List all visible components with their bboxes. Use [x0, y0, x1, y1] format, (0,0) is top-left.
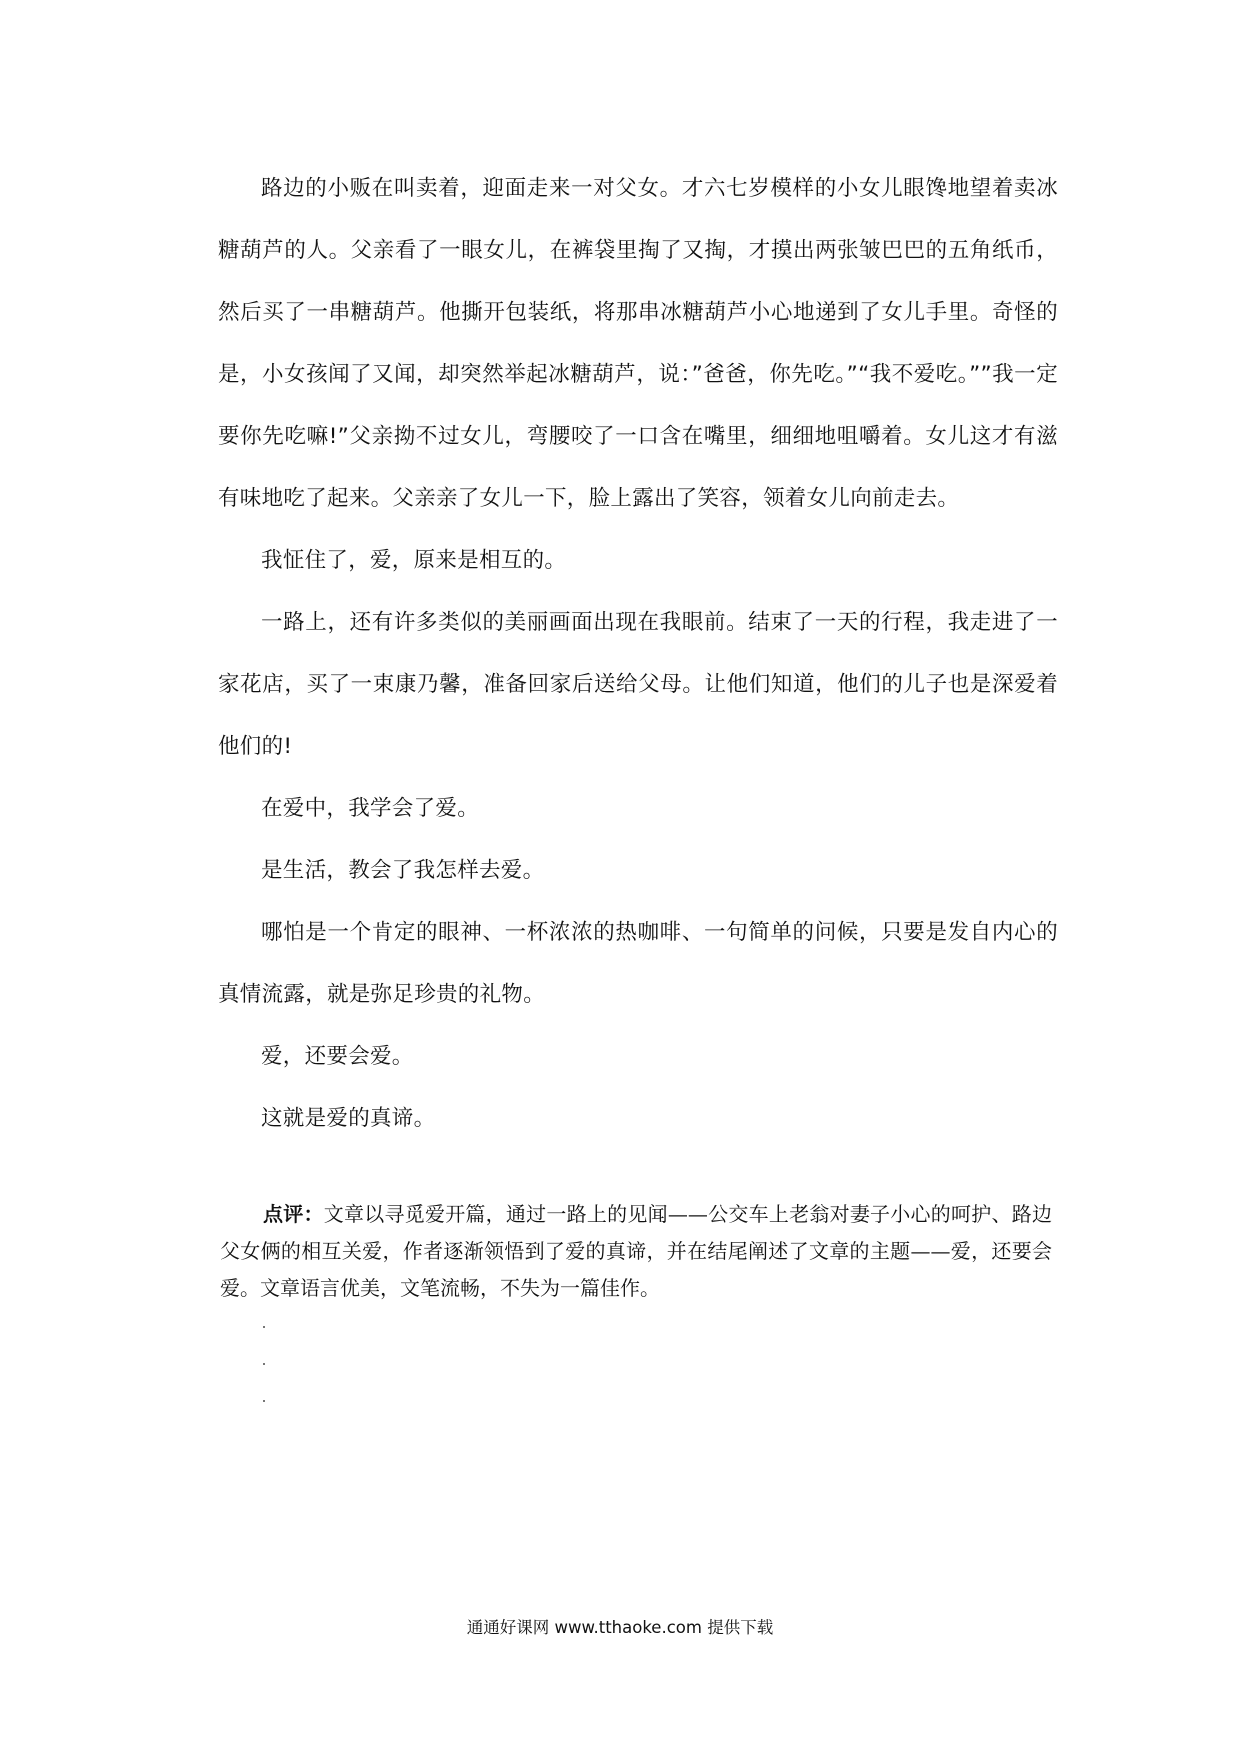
paragraph-precious-gift: 哪怕是一个肯定的眼神、一杯浓浓的热咖啡、一句简单的问候，只要是发自内心的真情流露，就是弥足珍贵的礼物。 — [218, 920, 1058, 1007]
stray-dot — [263, 1400, 265, 1402]
page-footer: 通通好课网 www.tthaoke.com 提供下载 — [466, 1618, 774, 1637]
paragraph-love-mutual: 我怔住了，爱，原来是相互的。 — [261, 548, 567, 573]
review-label: 点评： — [263, 1202, 324, 1226]
review-comment — [220, 1196, 1052, 1307]
stray-dot — [263, 1326, 265, 1328]
essay-body — [218, 158, 1058, 1150]
paragraph-true-meaning: 这就是爱的真谛。 — [261, 1106, 436, 1131]
review-text: 文章以寻觅爱开篇，通过一路上的见闻——公交车上老翁对妻子小心的呵护、路边父女俩的相互关爱，作者逐渐领悟到了爱的真谛，并在结尾阐述了文章的主题——爱，还要会爱。文章语言优美，文笔流畅，不失为一篇佳作。 — [220, 1202, 1053, 1300]
paragraph-father-daughter: 路边的小贩在叫卖着，迎面走来一对父女。才六七岁模样的小女儿眼馋地望着卖冰糖葫芦的人。父亲看了一眼女儿，在裤袋里掏了又掏，才摸出两张皱巴巴的五角纸币，然后买了一串糖葫芦。他撕开包装纸，将那串冰糖葫芦小心地递到了女儿手里。奇怪的是，小女孩闻了又闻，却突然举起冰糖葫芦，说：”爸爸，你先吃。”“我不爱吃。””我一定要你先吃嘛!”父亲拗不过女儿，弯腰咬了一口含在嘴里，细细地咀嚼着。女儿这才有滋有味地吃了起来。父亲亲了女儿一下，脸上露出了笑容，领着女儿向前走去。 — [218, 176, 1058, 511]
paragraph-must-know-love: 爱，还要会爱。 — [261, 1044, 414, 1069]
paragraph-flower-shop: 一路上，还有许多类似的美丽画面出现在我眼前。结束了一天的行程，我走进了一家花店，买了一束康乃馨，准备回家后送给父母。让他们知道，他们的儿子也是深爱着他们的! — [218, 610, 1058, 759]
stray-dot — [263, 1363, 265, 1365]
paragraph-life-taught: 是生活，教会了我怎样去爱。 — [261, 858, 545, 883]
paragraph-learned-love: 在爱中，我学会了爱。 — [261, 796, 480, 821]
